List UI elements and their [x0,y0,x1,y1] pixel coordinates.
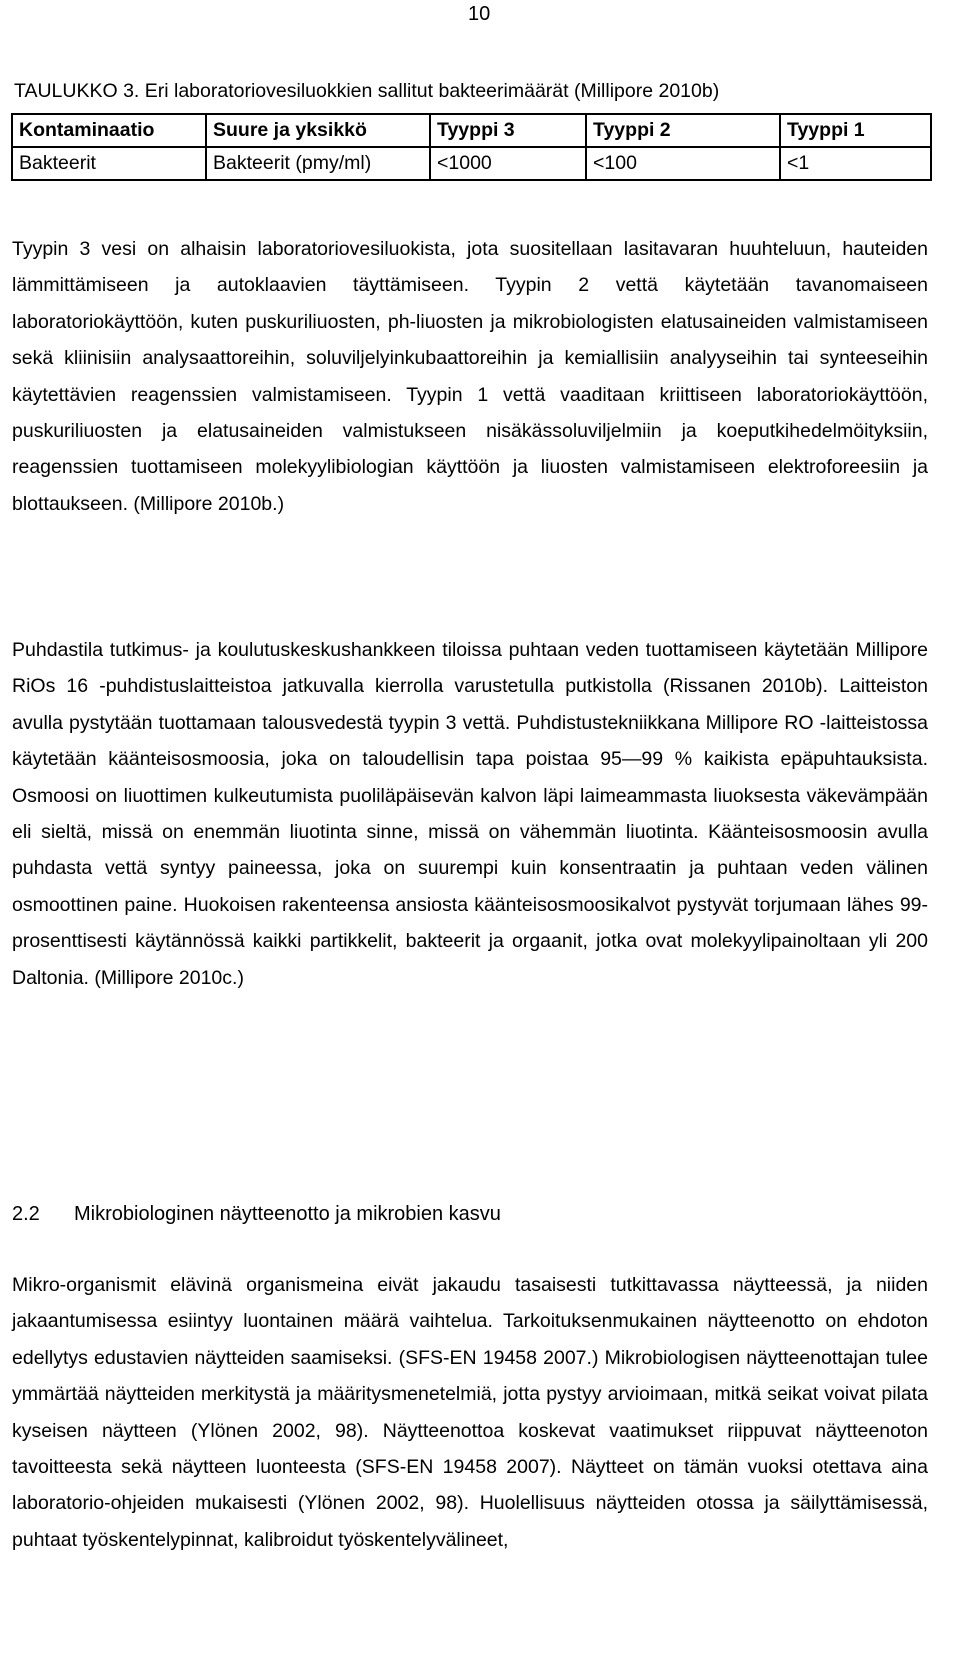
section-number: 2.2 [12,1203,40,1225]
table-header-cell: Suure ja yksikkö [206,114,430,147]
section-title: Mikrobiologinen näytteenotto ja mikrobien kasvu [74,1203,501,1225]
table-row [12,147,931,180]
table-cell: <100 [586,147,780,180]
table-cell: Bakteerit (pmy/ml) [206,147,430,180]
table-cell: <1 [780,147,931,180]
table-header-cell: Tyyppi 1 [780,114,931,147]
table-header-cell: Tyyppi 2 [586,114,780,147]
page-number: 10 [468,3,491,25]
table-cell: Bakteerit [12,147,206,180]
table-caption: TAULUKKO 3. Eri laboratoriovesiluokkien sallitut bakteerimäärät (Millipore 2010b) [14,80,720,102]
table-header-cell: Kontaminaatio [12,114,206,147]
table-header-row [12,114,931,147]
section-heading [12,1198,501,1230]
paragraph-water-types: Tyypin 3 vesi on alhaisin laboratoriovesiluokista, jota suositellaan lasitavaran huuhteluun, hauteiden lämmittämiseen ja autoklaavien täyttämiseen. Tyypin 2 vettä käytetään tavanomaiseen laboratoriokäyttöön, kuten puskuriliuosten, ph-liuosten ja mikrobiologisten elatusaineiden valmistamiseen sekä kliinisiin analysaattoreihin, soluviljelyinkubaattoreihin ja kemiallisiin analyyseihin tai synteeseihin käytettävien reagenssien valmistamiseen. Tyypin 1 vettä vaaditaan kriittiseen laboratoriokäyttöön, puskuriliuosten ja elatusaineiden valmistukseen nisäkässoluviljelmiin ja koeputkihedelmöityksiin, reagenssien tuottamiseen molekyylibiologian käyttöön ja liuosten valmistamiseen elektroforeesiin ja blottaukseen. (Millipore 2010b.) [12,238,928,515]
table-cell: <1000 [430,147,586,180]
paragraph-sampling: Mikro-organismit elävinä organismeina eivät jakaudu tasaisesti tutkittavassa näytteessä, ja niiden jakaantumisessa esiintyy luontainen määrä vaihtelua. Tarkoituksenmukainen näytteenotto on ehdoton edellytys edustavien näytteiden saamiseksi. (SFS-EN 19458 2007.) Mikrobiologisen näytteenottajan tulee ymmärtää näytteiden merkitystä ja määritysmenetelmiä, jotta pystyy arvioimaan, mitkä seikat voivat pilata kyseisen näytteen (Ylönen 2002, 98). Näytteenottoa koskevat vaatimukset riippuvat näytteenoton tavoitteesta sekä näytteen luonteesta (SFS-EN 19458 2007). Näytteet on tämän vuoksi otettava aina laboratorio-ohjeiden mukaisesti (Ylönen 2002, 98). Huolellisuus näytteiden otossa ja säilyttämisessä, puhtaat työskentelypinnat, kalibroidut työskentelyvälineet, [12,1274,928,1551]
table-header-cell: Tyyppi 3 [430,114,586,147]
paragraph-purification: Puhdastila tutkimus- ja koulutuskeskushankkeen tiloissa puhtaan veden tuottamiseen käytetään Millipore RiOs 16 -puhdistuslaitteistoa jatkuvalla kierrolla varustetulla putkistolla (Rissanen 2010b). Laitteiston avulla pystytään tuottamaan talousvedestä tyypin 3 vettä. Puhdistustekniikkana Millipore RO -laitteistossa käytetään käänteisosmoosia, joka on taloudellisin tapa poistaa 95—99 % kaikista epäpuhtauksista. Osmoosi on liuottimen kulkeutumista puoliläpäisevän kalvon läpi laimeammasta liuoksesta väkevämpään eli sieltä, missä on enemmän liuotinta sinne, missä on vähemmän liuotinta. Käänteisosmoosin avulla puhdasta vettä syntyy paineessa, joka on suurempi kuin konsentraatin ja puhtaan veden välinen osmoottinen paine. Huokoisen rakenteensa ansiosta käänteisosmoosikalvot pystyvät torjumaan lähes 99-prosenttisesti käytännössä kaikki partikkelit, bakteerit ja orgaanit, jotka ovat molekyylipainoltaan yli 200 Daltonia. (Millipore 2010c.) [12,639,928,989]
bacteria-table [11,113,932,181]
